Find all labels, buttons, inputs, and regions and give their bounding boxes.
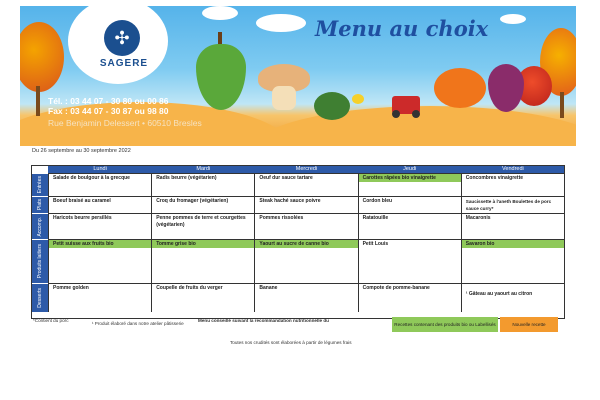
lemon-icon (352, 94, 364, 104)
tree-icon (20, 22, 64, 92)
logo-name: SAGERE (99, 58, 149, 69)
menu-cell: Savaron bio (461, 239, 564, 283)
footnote-patissier: ¹ Produit élaboré dans notre atelier pâtisserie (92, 321, 184, 326)
tractor-wheel (392, 110, 400, 118)
row-label: Plats (32, 196, 48, 213)
menu-cell: Carottes râpées bio vinaigrette (358, 173, 461, 196)
menu-cell: ¹ Gâteau au yaourt au citron (461, 283, 564, 312)
row-label: Desserts (32, 283, 48, 312)
tractor-wheel (412, 110, 420, 118)
day-header: Lundi (48, 166, 151, 173)
legend-new-recipe: Nouvelle recette (500, 317, 558, 332)
menu-cell: Pommes rissolées (254, 213, 357, 239)
menu-cell: Compote de pomme-banane (358, 283, 461, 312)
menu-cell: Coupelle de fruits du verger (151, 283, 254, 312)
legend-bio: Recettes contenant des produits bio ou Labellisés (392, 317, 498, 332)
menu-cell: Petit suisse aux fruits bio (48, 239, 151, 283)
menu-cell: Macaronis (461, 213, 564, 239)
row-label: Produits laitiers (32, 239, 48, 283)
header-banner (20, 6, 576, 146)
row-label: Entrées (32, 173, 48, 196)
fork-and-spoon-icon: ✣ (104, 20, 140, 56)
menu-cell: Penne pommes de terre et courgettes (végétarien) (151, 213, 254, 239)
day-header: Vendredi (461, 166, 564, 173)
menu-cell: Oeuf dur sauce tartare (254, 173, 357, 196)
date-range: Du 26 septembre au 30 septembre 2022 (32, 148, 131, 154)
fax-number: Fax : 03 44 07 - 30 87 ou 98 80 (48, 106, 169, 116)
menu-cell: Yaourt au sucre de canne bio (254, 239, 357, 283)
menu-cell: Boeuf braisé au caramel (48, 196, 151, 213)
menu-cell: Tomme grise bio (151, 239, 254, 283)
menu-table (31, 165, 565, 319)
footnote-nutrition: Menu conseillé suivant la recommandation nutritionnelle du (198, 318, 329, 323)
day-header: Mardi (151, 166, 254, 173)
address: Rue Benjamin Delessert • 60510 Bresles (48, 118, 202, 128)
pumpkin-character-icon (434, 68, 486, 108)
menu-cell: Ratatouille (358, 213, 461, 239)
menu-cell: Salade de boulgour à la grecque (48, 173, 151, 196)
footnote-porc: *Contient du porc (33, 318, 69, 323)
cloud-decoration (500, 14, 526, 24)
mushroom-stem (272, 86, 296, 110)
tree-trunk (36, 86, 40, 116)
menu-cell: Saucissette à l'aneth Boulettes de porc sauce curry* (461, 196, 564, 213)
day-header: Jeudi (358, 166, 461, 173)
pear-character-icon (196, 44, 246, 110)
table-corner (32, 166, 48, 173)
menu-cell: Cordon bleu (358, 196, 461, 213)
menu-cell: Pomme golden (48, 283, 151, 312)
grapes-character-icon (488, 64, 524, 112)
menu-cell: Banane (254, 283, 357, 312)
menu-cell: Croq du fromager (végétarien) (151, 196, 254, 213)
menu-cell: Steak haché sauce poivre (254, 196, 357, 213)
page-title: Menu au choix (315, 16, 489, 41)
menu-cell: Haricots beurre persillés (48, 213, 151, 239)
cabbage-character-icon (314, 92, 350, 120)
footnote-crudites: Toutes nos crudités sont élaborées à partir de légumes frais (230, 340, 352, 345)
day-header: Mercredi (254, 166, 357, 173)
tree-trunk (560, 92, 564, 118)
menu-cell: Radis beurre (végétarien) (151, 173, 254, 196)
menu-cell: Petit Louis (358, 239, 461, 283)
cloud-decoration (256, 14, 306, 32)
menu-cell: Concombres vinaigrette (461, 173, 564, 196)
cloud-decoration (202, 6, 238, 20)
phone-number: Tél. : 03 44 07 - 30 80 ou 00 86 (48, 96, 169, 106)
row-label: Accomp. (32, 213, 48, 239)
